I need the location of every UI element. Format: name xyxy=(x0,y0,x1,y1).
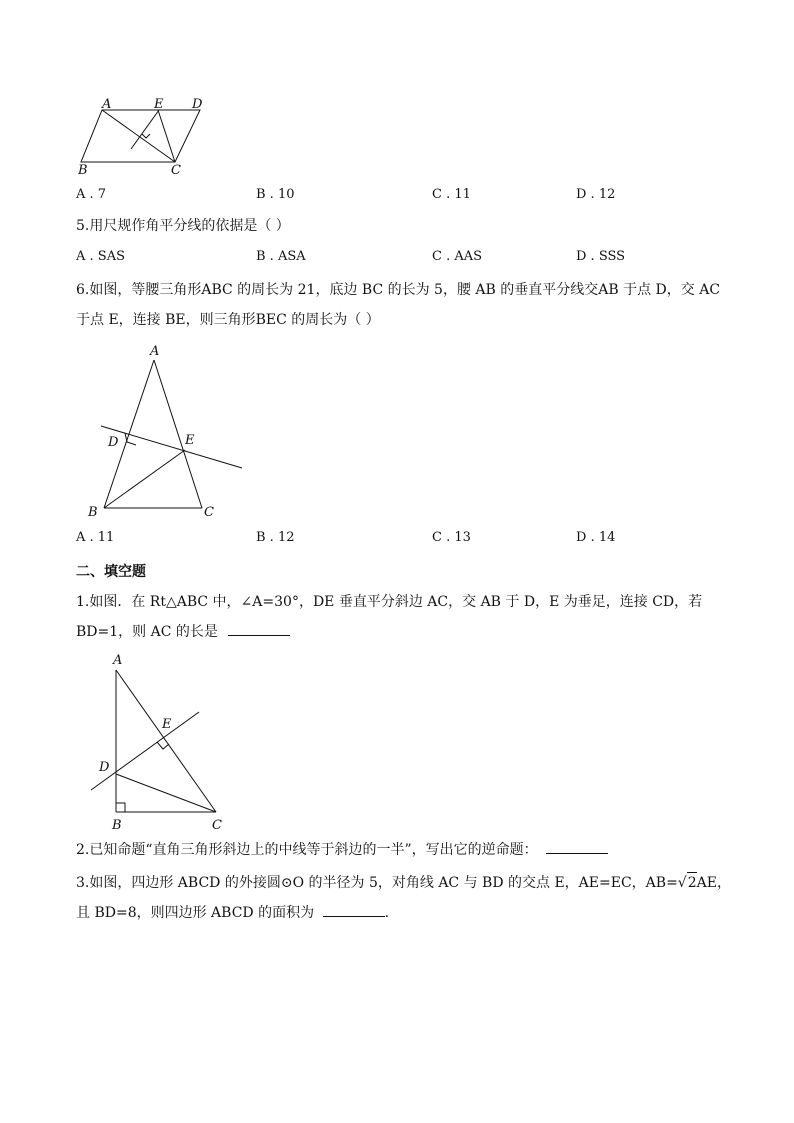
fig2-label-b: B xyxy=(88,505,98,520)
fig1-label-d: D xyxy=(192,97,203,112)
q4-option-c: C . 11 xyxy=(432,187,471,202)
sqrt-radicand: 2 xyxy=(687,872,697,893)
fig3-label-a: A xyxy=(113,653,123,668)
fill3-line2-a: 且 BD=8，则四边形 ABCD 的面积为 xyxy=(76,905,315,921)
sqrt-symbol: √2 xyxy=(678,872,697,893)
fill3-line1-a: 3.如图，四边形 ABCD 的外接圆⊙O 的半径为 5，对角线 AC 与 BD 的交点 E，AE=EC，AB= xyxy=(76,875,678,891)
fill2-line xyxy=(76,840,608,860)
fig2-label-e: E xyxy=(185,433,195,448)
fig1-label-a: A xyxy=(102,97,112,112)
q6-line2: 于点 E，连接 BE，则三角形BEC 的周长为（ ） xyxy=(76,312,380,328)
q6-option-c: C . 13 xyxy=(432,530,471,545)
fig1-label-b: B xyxy=(78,163,88,178)
fill1-line1: 1.如图．在 Rt△ABC 中，∠A=30°，DE 垂直平分斜边 AC，交 AB 于 D，E 为垂足，连接 CD，若 xyxy=(76,594,703,610)
fill3-line2-b: . xyxy=(384,905,390,921)
fill2-answer-blank[interactable] xyxy=(546,853,608,854)
q5-option-b: B . ASA xyxy=(256,249,306,264)
fill3-line1-b: AE， xyxy=(696,875,731,891)
fig2-label-a: A xyxy=(150,344,160,359)
fig2-label-d: D xyxy=(108,435,119,450)
section-title-fill-in: 二、填空题 xyxy=(76,564,146,580)
fig1-label-c: C xyxy=(171,163,181,178)
fill3-answer-blank[interactable] xyxy=(323,916,385,917)
q5-option-c: C . AAS xyxy=(432,249,483,264)
fig1-label-e: E xyxy=(154,97,164,112)
fig3-label-e: E xyxy=(162,717,172,732)
fig3-label-b: B xyxy=(112,818,122,833)
fig3-label-c: C xyxy=(212,818,222,833)
q6-option-d: D . 14 xyxy=(576,530,616,545)
isosceles-triangle-figure xyxy=(84,340,249,522)
q4-option-b: B . 10 xyxy=(256,187,295,202)
q6-option-a: A . 11 xyxy=(76,530,115,545)
fill1-line2-text: BD=1，则 AC 的长是 xyxy=(76,624,218,640)
q5-text: 5.用尺规作角平分线的依据是（ ） xyxy=(76,218,290,234)
parallelogram-figure xyxy=(78,96,218,178)
q5-option-d: D . SSS xyxy=(576,249,626,264)
right-triangle-figure xyxy=(86,650,236,836)
fill1-answer-blank[interactable] xyxy=(228,635,290,636)
q6-option-b: B . 12 xyxy=(256,530,295,545)
fill2-text: 2.已知命题“直角三角形斜边上的中线等于斜边的一半”，写出它的逆命题： xyxy=(76,842,538,858)
q6-line1: 6.如图，等腰三角形ABC 的周长为 21，底边 BC 的长为 5，腰 AB 的垂直平分线交AB 于点 D，交 AC xyxy=(76,282,721,298)
q4-option-d: D . 12 xyxy=(576,187,616,202)
q4-option-a: A . 7 xyxy=(76,187,107,202)
fig3-label-d: D xyxy=(99,760,110,775)
fill3-line1 xyxy=(76,872,731,893)
fill1-line2 xyxy=(76,622,290,642)
q5-option-a: A . SAS xyxy=(76,249,125,264)
fig2-label-c: C xyxy=(204,505,214,520)
fill3-line2 xyxy=(76,903,389,923)
